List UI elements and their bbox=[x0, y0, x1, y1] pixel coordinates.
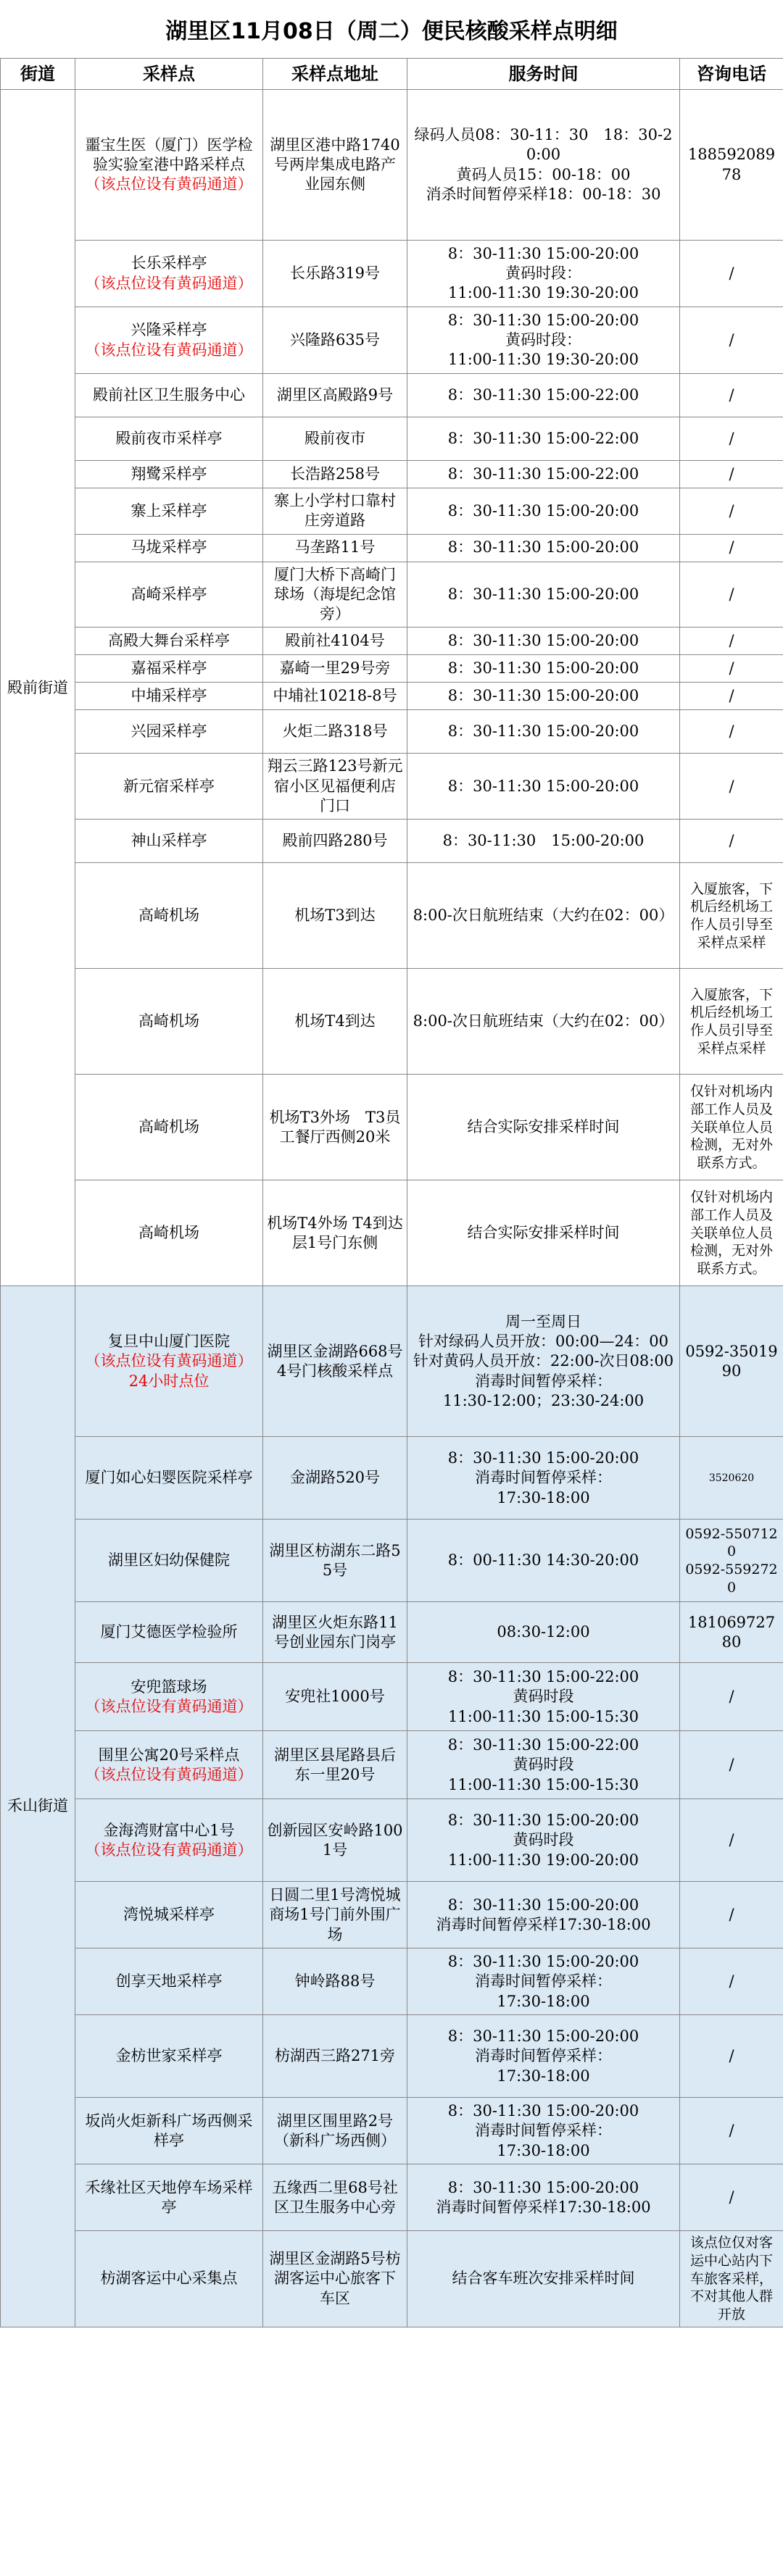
phone-cell: / bbox=[680, 655, 783, 683]
phone-cell: / bbox=[680, 1731, 783, 1799]
point-name-cell bbox=[75, 1437, 263, 1520]
point-name: 湖里区妇幼保健院 bbox=[108, 1551, 230, 1570]
point-name-cell bbox=[75, 2164, 263, 2231]
phone-cell: / bbox=[680, 374, 783, 417]
page-title: 湖里区11月08日（周二）便民核酸采样点明细 bbox=[165, 19, 618, 44]
table-row bbox=[1, 1180, 783, 1286]
address-cell: 长乐路319号 bbox=[263, 241, 407, 307]
point-name: 翔鹭采样亭 bbox=[130, 464, 207, 483]
service-time-cell: 8：30-11:30 15:00-20:00 黄码时段 11:00-11:30 19:00-20:00 bbox=[407, 1799, 680, 1882]
address-cell: 厦门大桥下高崎门球场（海堤纪念馆旁） bbox=[263, 562, 407, 628]
phone-cell: / bbox=[680, 488, 783, 535]
table-row bbox=[1, 2098, 783, 2164]
table-row bbox=[1, 820, 783, 863]
address-cell: 湖里区围里路2号（新科广场西侧） bbox=[263, 2098, 407, 2164]
point-name: 殿前社区卫生服务中心 bbox=[93, 385, 245, 404]
yellow-code-note: （该点位设有黄码通道） bbox=[85, 175, 253, 193]
point-name: 高崎采样亭 bbox=[130, 585, 207, 603]
point-name: 中埔采样亭 bbox=[130, 687, 207, 705]
service-time-cell: 8：30-11:30 15:00-20:00 bbox=[407, 534, 680, 562]
point-name: 高崎机场 bbox=[138, 1224, 199, 1242]
table-row bbox=[1, 655, 783, 683]
phone-cell: / bbox=[680, 2015, 783, 2098]
service-time-cell: 8：30-11:30 15:00-22:00 黄码时段 11:00-11:30 15:00-15:30 bbox=[407, 1731, 680, 1799]
address-cell: 枋湖西三路271旁 bbox=[263, 2015, 407, 2098]
service-time-cell: 8：30-11:30 15:00-20:00 消毒时间暂停采样： 17:30-18:00 bbox=[407, 1948, 680, 2015]
address-cell: 金湖路520号 bbox=[263, 1437, 407, 1520]
address-cell: 机场T3到达 bbox=[263, 863, 407, 969]
service-time-cell: 8:00-次日航班结束（大约在02：00） bbox=[407, 969, 680, 1075]
table-row bbox=[1, 863, 783, 969]
point-name-cell bbox=[75, 241, 263, 307]
yellow-code-note: （该点位设有黄码通道） bbox=[85, 1765, 253, 1783]
point-name-cell bbox=[75, 710, 263, 754]
phone-cell: / bbox=[680, 754, 783, 820]
address-cell: 安兜社1000号 bbox=[263, 1663, 407, 1731]
point-name-cell bbox=[75, 2098, 263, 2164]
service-time-cell: 结合实际安排采样时间 bbox=[407, 1180, 680, 1286]
service-time-cell: 绿码人员08：30-11：30 18：30-20:00 黄码人员15：00-18：00 消杀时间暂停采样18：00-18：30 bbox=[407, 90, 680, 241]
point-name: 马垅采样亭 bbox=[130, 538, 207, 557]
address-cell: 湖里区港中路1740号两岸集成电路产业园东侧 bbox=[263, 90, 407, 241]
table-row bbox=[1, 90, 783, 241]
address-cell: 中埔社10218-8号 bbox=[263, 683, 407, 710]
table-row bbox=[1, 1437, 783, 1520]
address-cell: 嘉崎一里29号旁 bbox=[263, 655, 407, 683]
header-time: 服务时间 bbox=[407, 59, 680, 90]
service-time-cell: 8：30-11:30 15:00-20:00 bbox=[407, 710, 680, 754]
point-name: 禾缘社区天地停车场采样亭 bbox=[85, 2178, 253, 2216]
table-row bbox=[1, 683, 783, 710]
point-name-cell bbox=[75, 2015, 263, 2098]
phone-cell: / bbox=[680, 820, 783, 863]
point-name-cell bbox=[75, 1520, 263, 1602]
point-name-cell bbox=[75, 1948, 263, 2015]
table-row bbox=[1, 2015, 783, 2098]
address-cell: 寨上小学村口靠村庄旁道路 bbox=[263, 488, 407, 535]
point-name-cell bbox=[75, 417, 263, 461]
header-point: 采样点 bbox=[75, 59, 263, 90]
point-name: 厦门如心妇婴医院采样亭 bbox=[85, 1469, 253, 1487]
point-name: 噩宝生医（厦门）医学检验实验室港中路采样点 bbox=[85, 136, 253, 173]
yellow-code-note: （该点位设有黄码通道） bbox=[85, 1841, 253, 1859]
service-time-cell: 8：30-11:30 15:00-20:00 bbox=[407, 820, 680, 863]
point-name: 寨上采样亭 bbox=[130, 501, 207, 520]
sampling-points-table bbox=[0, 58, 783, 2327]
phone-cell: / bbox=[680, 1663, 783, 1731]
point-name-cell bbox=[75, 1075, 263, 1180]
phone-cell: / bbox=[680, 1948, 783, 2015]
service-time-cell: 8：30-11:30 15:00-20:00 bbox=[407, 683, 680, 710]
phone-cell: / bbox=[680, 1882, 783, 1948]
table-row bbox=[1, 1520, 783, 1602]
point-name-cell bbox=[75, 1731, 263, 1799]
service-time-cell: 8：30-11:30 15:00-20:00 黄码时段： 11:00-11:30 19:30-20:00 bbox=[407, 241, 680, 307]
address-cell: 钟岭路88号 bbox=[263, 1948, 407, 2015]
point-name-cell bbox=[75, 628, 263, 655]
point-name-cell bbox=[75, 2231, 263, 2327]
phone-cell: / bbox=[680, 534, 783, 562]
point-name: 坂尚火炬新科广场西侧采样亭 bbox=[85, 2112, 253, 2149]
phone-cell: / bbox=[680, 241, 783, 307]
address-cell: 殿前夜市 bbox=[263, 417, 407, 461]
point-name-cell bbox=[75, 1799, 263, 1882]
service-time-cell: 8：30-11:30 15:00-20:00 消毒时间暂停采样： 17:30-18:00 bbox=[407, 2015, 680, 2098]
phone-cell: / bbox=[680, 2164, 783, 2231]
address-cell: 创新园区安岭路1001号 bbox=[263, 1799, 407, 1882]
phone-cell: 仅针对机场内部工作人员及关联单位人员检测，无对外联系方式。 bbox=[680, 1180, 783, 1286]
service-time-cell: 8：30-11:30 15:00-22:00 bbox=[407, 374, 680, 417]
table-row bbox=[1, 562, 783, 628]
address-cell: 机场T4外场 T4到达层1号门东侧 bbox=[263, 1180, 407, 1286]
point-name-cell bbox=[75, 534, 263, 562]
point-name: 枋湖客运中心采集点 bbox=[100, 2269, 238, 2288]
table-row bbox=[1, 461, 783, 488]
point-name-cell bbox=[75, 488, 263, 535]
service-time-cell: 结合实际安排采样时间 bbox=[407, 1075, 680, 1180]
phone-cell: 仅针对机场内部工作人员及关联单位人员检测，无对外联系方式。 bbox=[680, 1075, 783, 1180]
phone-cell: 0592-3501990 bbox=[680, 1286, 783, 1437]
table-row bbox=[1, 1602, 783, 1663]
table-row bbox=[1, 754, 783, 820]
phone-cell: / bbox=[680, 1799, 783, 1882]
address-cell: 湖里区金湖路668号4号门核酸采样点 bbox=[263, 1286, 407, 1437]
table-row bbox=[1, 1882, 783, 1948]
table-row bbox=[1, 1663, 783, 1731]
phone-cell: / bbox=[680, 628, 783, 655]
phone-cell: 18106972780 bbox=[680, 1602, 783, 1663]
point-name: 神山采样亭 bbox=[130, 832, 207, 850]
address-cell: 机场T4到达 bbox=[263, 969, 407, 1075]
address-cell: 殿前四路280号 bbox=[263, 820, 407, 863]
service-time-cell: 8：30-11:30 15:00-20:00 消毒时间暂停采样17:30-18:00 bbox=[407, 1882, 680, 1948]
point-name-cell bbox=[75, 1286, 263, 1437]
district-cell: 殿前街道 bbox=[1, 90, 75, 1286]
address-cell: 五缘西二里68号社区卫生服务中心旁 bbox=[263, 2164, 407, 2231]
phone-cell: / bbox=[680, 2098, 783, 2164]
table-row bbox=[1, 1948, 783, 2015]
point-name-cell bbox=[75, 562, 263, 628]
header-district: 街道 bbox=[1, 59, 75, 90]
point-name-cell bbox=[75, 307, 263, 374]
point-name-cell bbox=[75, 820, 263, 863]
service-time-cell: 8：30-11:30 15:00-20:00 消毒时间暂停采样17:30-18:00 bbox=[407, 2164, 680, 2231]
point-name: 围里公寓20号采样点 bbox=[98, 1746, 240, 1764]
point-name-cell bbox=[75, 461, 263, 488]
point-name: 高崎机场 bbox=[138, 1118, 199, 1136]
address-cell: 湖里区枋湖东二路55号 bbox=[263, 1520, 407, 1602]
point-name-cell bbox=[75, 969, 263, 1075]
address-cell: 兴隆路635号 bbox=[263, 307, 407, 374]
service-time-cell: 8：30-11:30 15:00-20:00 bbox=[407, 754, 680, 820]
table-header-row bbox=[1, 59, 783, 90]
table-row bbox=[1, 628, 783, 655]
table-row bbox=[1, 969, 783, 1075]
header-address: 采样点地址 bbox=[263, 59, 407, 90]
point-name-cell bbox=[75, 754, 263, 820]
header-phone: 咨询电话 bbox=[680, 59, 783, 90]
table-row bbox=[1, 2164, 783, 2231]
point-name: 兴隆采样亭 bbox=[130, 321, 207, 339]
point-name: 厦门艾德医学检验所 bbox=[100, 1623, 238, 1641]
point-name-cell bbox=[75, 374, 263, 417]
table-row bbox=[1, 710, 783, 754]
point-name-cell bbox=[75, 90, 263, 241]
point-name: 新元宿采样亭 bbox=[123, 777, 215, 795]
point-name: 安兜篮球场 bbox=[130, 1677, 207, 1696]
service-time-cell: 8：30-11:30 15:00-20:00 bbox=[407, 655, 680, 683]
address-cell: 湖里区火炬东路11号创业园东门岗亭 bbox=[263, 1602, 407, 1663]
table-row bbox=[1, 488, 783, 535]
phone-cell: / bbox=[680, 683, 783, 710]
service-time-cell: 8：30-11:30 15:00-22:00 黄码时段 11:00-11:30 15:00-15:30 bbox=[407, 1663, 680, 1731]
address-cell: 湖里区高殿路9号 bbox=[263, 374, 407, 417]
table-row bbox=[1, 307, 783, 374]
address-cell: 湖里区县尾路县后东一里20号 bbox=[263, 1731, 407, 1799]
phone-cell: 3520620 bbox=[680, 1437, 783, 1520]
phone-cell: / bbox=[680, 307, 783, 374]
table-row bbox=[1, 1286, 783, 1437]
table-row bbox=[1, 1731, 783, 1799]
table-row bbox=[1, 1799, 783, 1882]
table-row bbox=[1, 1075, 783, 1180]
point-name: 复旦中山厦门医院 bbox=[108, 1332, 230, 1350]
point-name: 创享天地采样亭 bbox=[115, 1972, 223, 1991]
point-name: 高崎机场 bbox=[138, 906, 199, 925]
point-name: 金海湾财富中心1号 bbox=[103, 1821, 235, 1839]
service-time-cell: 周一至周日 针对绿码人员开放：00:00—24：00 针对黄码人员开放：22:00-次日08:00 消毒时间暂停采样： 11:30-12:00；23:30-24:00 bbox=[407, 1286, 680, 1437]
address-cell: 火炬二路318号 bbox=[263, 710, 407, 754]
point-name: 殿前夜市采样亭 bbox=[115, 429, 223, 447]
point-name-cell bbox=[75, 683, 263, 710]
district-cell: 禾山街道 bbox=[1, 1286, 75, 2327]
phone-cell: 0592-5507120 0592-5592720 bbox=[680, 1520, 783, 1602]
point-name-cell bbox=[75, 1882, 263, 1948]
phone-cell: 18859208978 bbox=[680, 90, 783, 241]
service-time-cell: 8：30-11:30 15:00-20:00 消毒时间暂停采样： 17:30-18:00 bbox=[407, 1437, 680, 1520]
address-cell: 日圆二里1号湾悦城商场1号门前外围广场 bbox=[263, 1882, 407, 1948]
point-name-cell bbox=[75, 1602, 263, 1663]
yellow-code-note: （该点位设有黄码通道） 24小时点位 bbox=[85, 1352, 253, 1390]
point-name-cell bbox=[75, 655, 263, 683]
yellow-code-note: （该点位设有黄码通道） bbox=[85, 341, 253, 359]
phone-cell: / bbox=[680, 461, 783, 488]
point-name: 湾悦城采样亭 bbox=[123, 1906, 215, 1924]
address-cell: 翔云三路123号新元宿小区见福便利店门口 bbox=[263, 754, 407, 820]
phone-cell: / bbox=[680, 562, 783, 628]
point-name-cell bbox=[75, 863, 263, 969]
address-cell: 机场T3外场 T3员工餐厅西侧20米 bbox=[263, 1075, 407, 1180]
table-row bbox=[1, 241, 783, 307]
point-name: 高殿大舞台采样亭 bbox=[108, 632, 230, 650]
service-time-cell: 8：30-11:30 15:00-20:00 bbox=[407, 628, 680, 655]
phone-cell: / bbox=[680, 710, 783, 754]
service-time-cell: 8:00-次日航班结束（大约在02：00） bbox=[407, 863, 680, 969]
address-cell: 殿前社4104号 bbox=[263, 628, 407, 655]
point-name: 金枋世家采样亭 bbox=[115, 2047, 223, 2065]
service-time-cell: 8：30-11:30 15:00-20:00 bbox=[407, 488, 680, 535]
address-cell: 马垄路11号 bbox=[263, 534, 407, 562]
table-row bbox=[1, 2231, 783, 2327]
point-name: 嘉福采样亭 bbox=[130, 659, 207, 678]
service-time-cell: 8：30-11:30 15:00-20:00 消毒时间暂停采样： 17:30-18:00 bbox=[407, 2098, 680, 2164]
table-row bbox=[1, 417, 783, 461]
phone-cell: 该点位仅对客运中心站内下车旅客采样，不对其他人群开放 bbox=[680, 2231, 783, 2327]
table-row bbox=[1, 534, 783, 562]
phone-cell: 入厦旅客，下机后经机场工作人员引导至采样点采样 bbox=[680, 863, 783, 969]
point-name: 长乐采样亭 bbox=[130, 254, 207, 272]
service-time-cell: 8：30-11:30 15:00-20:00 黄码时段： 11:00-11:30 19:30-20:00 bbox=[407, 307, 680, 374]
point-name-cell bbox=[75, 1663, 263, 1731]
phone-cell: / bbox=[680, 417, 783, 461]
point-name: 高崎机场 bbox=[138, 1012, 199, 1030]
service-time-cell: 8：30-11:30 15:00-22:00 bbox=[407, 461, 680, 488]
yellow-code-note: （该点位设有黄码通道） bbox=[85, 274, 253, 292]
yellow-code-note: （该点位设有黄码通道） bbox=[85, 1697, 253, 1715]
service-time-cell: 8：30-11:30 15:00-22:00 bbox=[407, 417, 680, 461]
service-time-cell: 8：30-11:30 15:00-20:00 bbox=[407, 562, 680, 628]
service-time-cell: 结合客车班次安排采样时间 bbox=[407, 2231, 680, 2327]
address-cell: 长浩路258号 bbox=[263, 461, 407, 488]
phone-cell: 入厦旅客，下机后经机场工作人员引导至采样点采样 bbox=[680, 969, 783, 1075]
point-name: 兴园采样亭 bbox=[130, 722, 207, 741]
service-time-cell: 08:30-12:00 bbox=[407, 1602, 680, 1663]
address-cell: 湖里区金湖路5号枋湖客运中心旅客下车区 bbox=[263, 2231, 407, 2327]
table-row bbox=[1, 374, 783, 417]
service-time-cell: 8：00-11:30 14:30-20:00 bbox=[407, 1520, 680, 1602]
point-name-cell bbox=[75, 1180, 263, 1286]
